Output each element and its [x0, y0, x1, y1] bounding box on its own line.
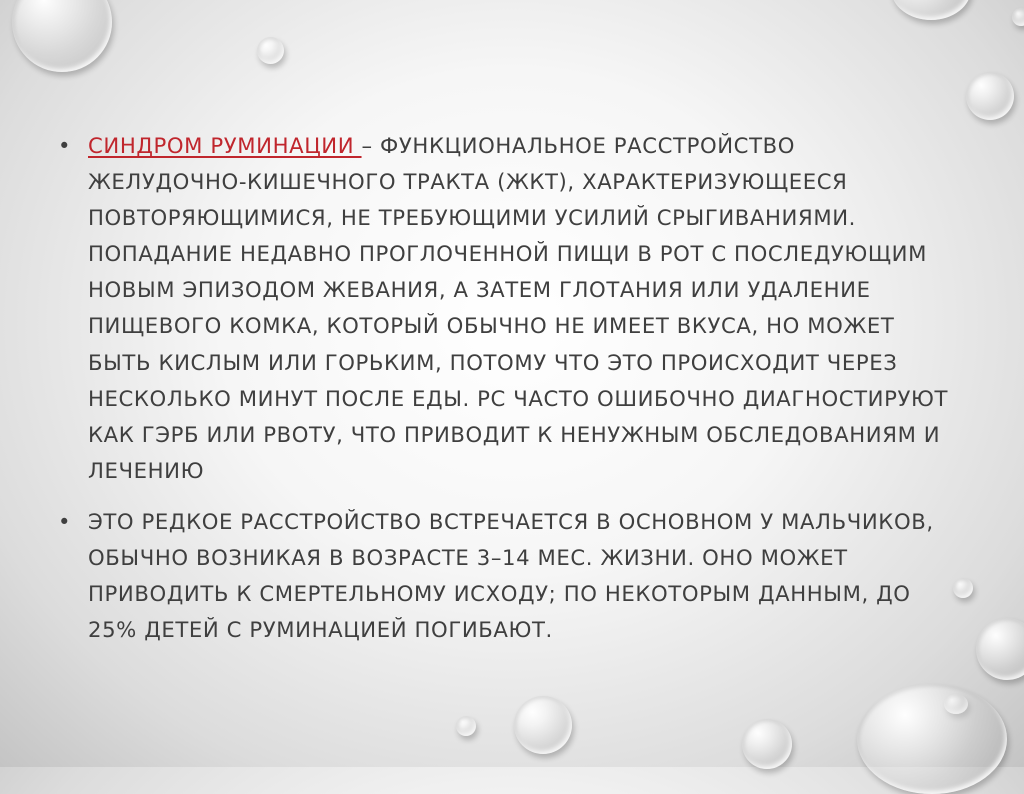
bullet-marker: • [58, 508, 72, 534]
water-drop [966, 72, 1014, 120]
bullet-list [58, 128, 958, 648]
water-drop [514, 696, 572, 754]
water-drop [12, 0, 112, 72]
term-highlight: СИНДРОМ РУМИНАЦИИ [88, 133, 362, 158]
slide-content [58, 128, 958, 663]
water-drop [1012, 8, 1024, 26]
bullet-item-rumination-definition [58, 128, 958, 489]
bullet-marker: • [58, 133, 72, 158]
bullet-text: – ФУНКЦИОНАЛЬНОЕ РАССТРОЙСТВО ЖЕЛУДОЧНО-КИШЕЧНОГО ТРАКТА (ЖКТ), ХАРАКТЕРИЗУЮЩЕЕСЯ ПОВТОРЯЮЩИМИСЯ, НЕ ТРЕБУЮЩИМИ УСИЛИЙ СРЫГИВАНИЯМИ. ПОПАДАНИЕ НЕДАВНО ПРОГЛОЧЕННОЙ ПИЩИ В РОТ С ПОСЛЕДУЮЩИМ НОВЫМ ЭПИЗОДОМ ЖЕВАНИЯ, А ЗАТЕМ ГЛОТАНИЯ ИЛИ УДАЛЕНИЕ ПИЩЕВОГО КОМКА, КОТОРЫЙ ОБЫЧНО НЕ ИМЕЕТ ВКУСА, НО МОЖЕТ БЫТЬ КИСЛЫМ ИЛИ ГОРЬКИМ, ПОТОМУ ЧТО ЭТО ПРОИСХОДИТ ЧЕРЕЗ НЕСКОЛЬКО МИНУТ ПОСЛЕ ЕДЫ. РС ЧАСТО ОШИБОЧНО ДИАГНОСТИРУЮТ КАК ГЭРБ ИЛИ РВОТУ, ЧТО ПРИВОДИТ К НЕНУЖНЫМ ОБСЛЕДОВАНИЯМ И ЛЕЧЕНИЮ [88, 133, 949, 483]
water-drop [456, 716, 476, 736]
bullet-text: ЭТО РЕДКОЕ РАССТРОЙСТВО ВСТРЕЧАЕТСЯ В ОСНОВНОМ У МАЛЬЧИКОВ, ОБЫЧНО ВОЗНИКАЯ В ВОЗРАСТЕ 3–14 МЕС. ЖИЗНИ. ОНО МОЖЕТ ПРИВОДИТЬ К СМЕРТЕЛЬНОМУ ИСХОДУ; ПО НЕКОТОРЫМ ДАННЫМ, ДО 25% ДЕТЕЙ С РУМИНАЦИЕЙ ПОГИБАЮТ. [88, 508, 934, 643]
bullet-item-epidemiology [58, 504, 958, 648]
water-drop [891, 0, 971, 20]
water-drop [257, 37, 284, 64]
water-drop [857, 684, 1007, 794]
water-drop [976, 618, 1024, 680]
water-drop [742, 719, 792, 769]
